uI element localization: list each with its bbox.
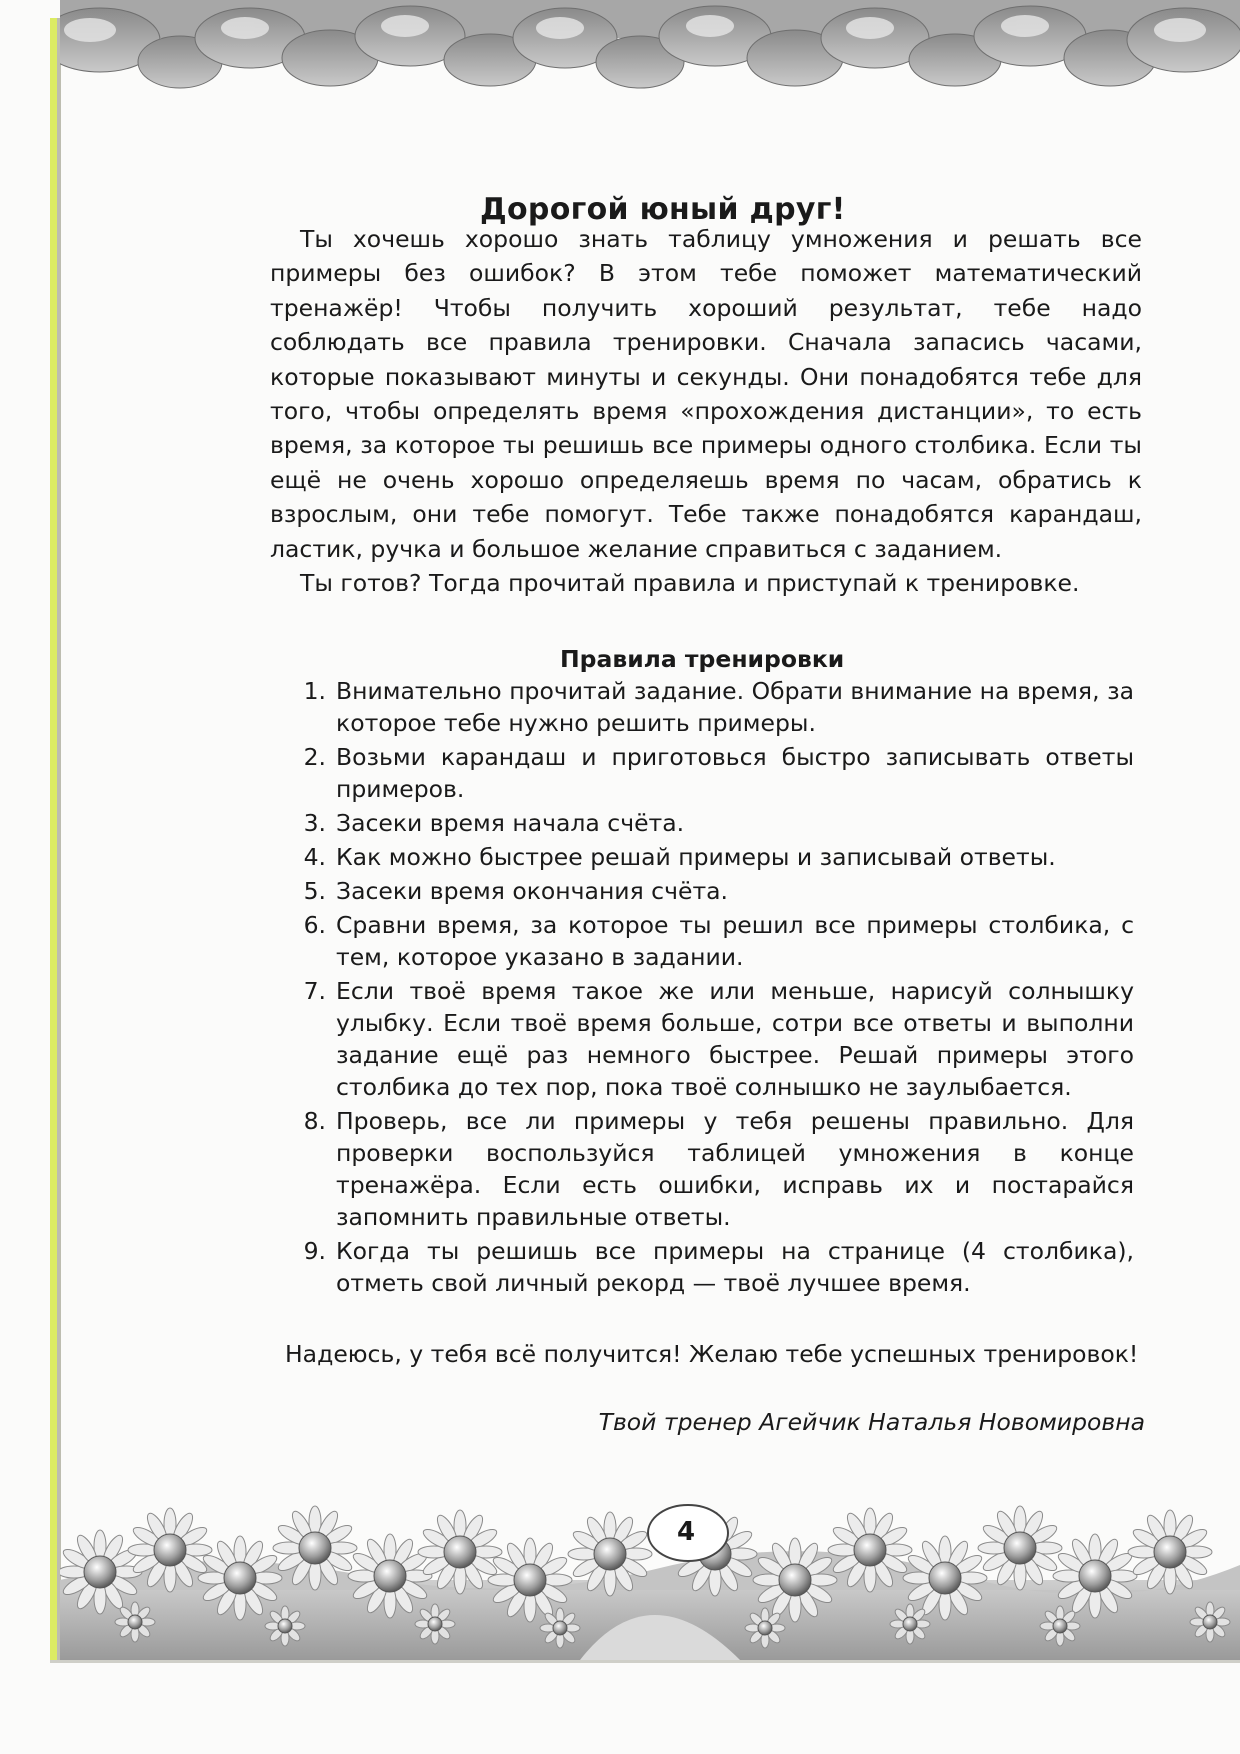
intro-paragraph-2: Ты готов? Тогда прочитай правила и приступай к тренировке. xyxy=(300,569,1080,598)
rule-item xyxy=(296,1235,1134,1299)
intro-paragraph-1: Ты хочешь хорошо знать таблицу умножения и решать все примеры без ошибок? В этом тебе поможет математический тренажёр! Чтобы получить хороший результат, тебе надо соблюдать все правила тренировки. Сначала запасись часами, которые показывают минуты и секунды. Они понадобятся тебе для того, чтобы определять время «прохождения дистанции», то есть время, за которое ты решишь все примеры одного столбика. Если ты ещё не очень хорошо определяешь время по часам, обратись к взрослым, они тебе помогут. Тебе также понадобятся карандаш, ластик, ручка и большое желание справиться с заданием. xyxy=(270,225,1142,563)
rule-number: 8. xyxy=(303,1107,326,1135)
rule-item xyxy=(296,675,1134,739)
rule-number: 4. xyxy=(303,843,326,871)
rule-text: Внимательно прочитай задание. Обрати внимание на время, за которое тебе нужно решить примеры. xyxy=(336,677,1134,737)
cover-edge xyxy=(50,18,57,1660)
rule-item xyxy=(296,807,1134,839)
rule-text: Сравни время, за которое ты решил все примеры столбика, с тем, которое указано в задании. xyxy=(336,911,1134,971)
rule-text: Как можно быстрее решай примеры и записывай ответы. xyxy=(336,843,1056,871)
page-title: Дорогой юный друг! xyxy=(480,192,846,228)
rule-text: Засеки время начала счёта. xyxy=(336,809,685,837)
rule-item xyxy=(296,1105,1134,1233)
rule-text: Проверь, все ли примеры у тебя решены правильно. Для проверки воспользуйся таблицей умножения в конце тренажёра. Если есть ошибки, исправь их и постарайся запомнить правильные ответы. xyxy=(336,1107,1134,1231)
rule-number: 6. xyxy=(303,911,326,939)
rule-item xyxy=(296,909,1134,973)
rule-number: 9. xyxy=(303,1237,326,1265)
rule-text: Когда ты решишь все примеры на странице (4 столбика), отметь свой личный рекорд — твоё лучшее время. xyxy=(336,1237,1134,1297)
rule-text: Засеки время окончания счёта. xyxy=(336,877,729,905)
page-bottom-shadow xyxy=(50,1660,1240,1663)
rule-number: 5. xyxy=(303,877,326,905)
rule-item xyxy=(296,975,1134,1103)
rule-text: Если твоё время такое же или меньше, нарисуй солнышку улыбку. Если твоё время больше, сотри все ответы и выполни задание ещё раз немного быстрее. Решай примеры этого столбика до тех пор, пока твоё солнышко не заулыбается. xyxy=(336,977,1134,1101)
rule-number: 1. xyxy=(303,677,326,705)
page-number: 4 xyxy=(676,1517,696,1547)
signature: Твой тренер Агейчик Наталья Новомировна xyxy=(598,1408,1145,1436)
flower-border-bottom xyxy=(60,1450,1240,1660)
cloud-border-top xyxy=(60,0,1240,110)
rule-item xyxy=(296,741,1134,805)
rules-list xyxy=(296,675,1134,1301)
rule-number: 7. xyxy=(303,977,326,1005)
rules-heading: Правила тренировки xyxy=(560,645,845,673)
rule-item xyxy=(296,875,1134,907)
rule-number: 2. xyxy=(303,743,326,771)
rule-text: Возьми карандаш и приготовься быстро записывать ответы примеров. xyxy=(336,743,1134,803)
page-shadow xyxy=(57,18,61,1660)
intro-text xyxy=(270,222,1142,600)
rule-number: 3. xyxy=(303,809,326,837)
rule-item xyxy=(296,841,1134,873)
farewell-text: Надеюсь, у тебя всё получится! Желаю тебе успешных тренировок! xyxy=(285,1340,1139,1368)
